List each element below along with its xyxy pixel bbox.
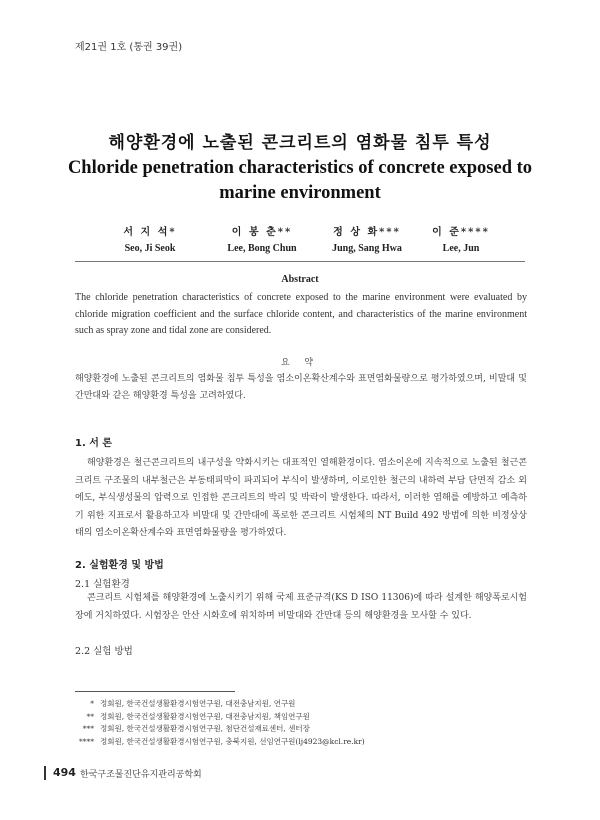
footer-bar: [44, 766, 46, 780]
footnote-3: *** 정회원, 한국건설생활환경시험연구원, 첨단건설재료센터, 센터장: [82, 724, 310, 733]
author-1-english: Seo, Ji Seok: [124, 243, 176, 254]
abstract-body: The chloride penetration characteristics of concrete exposed to the marine environment were evaluated by chloride migration coefficient and the surface chloride content, and characteristics of the marine environment such as spray zone and tidal zone are considered.: [75, 292, 527, 336]
journal-name: 한국구조물진단유지관리공학회: [80, 770, 202, 780]
page-number: 494: [53, 766, 76, 779]
section-1-body: 해양환경은 철근콘크리트의 내구성을 약화시키는 대표적인 열해환경이다. 염소이온에 지속적으로 노출된 철근콘크리트 구조물의 내부철근은 부동태피막이 파괴되어 부식이 발생하며, 이로인한 철근의 내하력 부담 단면적 감소 외에도, 부식생성물의 압력으로 인접한 콘크리트의 박리 및 박락이 발생한다. 따라서, 이러한 염해를 예방하고 예측하기 위한 지표로서 활용하고자 비말대 및 간만대에 폭로한 콘크리트 시험체의 NT Build 492 방법에 의한 비정상상태의 염소이온확산계수와 표면염화물량을 평가하였다.: [75, 458, 527, 538]
author-2: [207, 223, 317, 254]
footnote-4: **** 정회원, 한국건설생활환경시험연구원, 충북지원, 선임연구원(lj4923@kcl.re.kr): [79, 736, 365, 746]
author-3-korean: 정 상 화***: [333, 227, 401, 238]
author-4-korean: 이 준****: [432, 227, 490, 238]
abstract-heading: Abstract: [281, 274, 319, 285]
korean-summary-body: 해양환경에 노출된 콘크리트의 염화물 침투 특성을 염소이온확산계수와 표면염화물량으로 평가하였으며, 비말대 및 간만대와 같은 해양환경 특성을 고려하였다.: [75, 374, 527, 401]
section-2-heading: 2. 실험환경 및 방법: [75, 560, 164, 571]
author-2-korean: 이 봉 춘**: [231, 227, 293, 238]
section-2-1-heading: 2.1 실험환경: [75, 579, 130, 590]
footnote-2: ** 정회원, 한국건설생활환경시험연구원, 대전충남지원, 책임연구원: [86, 711, 310, 721]
footnote-1: * 정회원, 한국건설생활환경시험연구원, 대전충남지원, 연구원: [90, 699, 296, 708]
author-1-korean: 서 지 석*: [123, 227, 177, 238]
author-2-english: Lee, Bong Chun: [227, 243, 297, 254]
author-1: [95, 223, 205, 254]
section-1-heading: 1. 서 론: [75, 438, 113, 449]
author-affiliations: [78, 698, 528, 748]
journal-issue-header: 제21권 1호 (통권 39권): [75, 42, 183, 53]
section-2-1-body: 콘크리트 시험체를 해양환경에 노출시키기 위해 국제 표준규격(KS D ISO 11306)에 따라 설계한 해양폭로시험장에 거치하였다. 시험장은 안산 시화호에 위치하며 비말대와 간만대 등의 해양환경을 모사할 수 있다.: [75, 593, 527, 621]
author-4: [406, 223, 516, 254]
abstract-divider: [75, 261, 525, 262]
title-korean: 해양환경에 노출된 콘크리트의 염화물 침투 특성: [108, 133, 492, 153]
section-2-2-heading: 2.2 실험 방법: [75, 646, 133, 657]
title-english: [60, 156, 540, 206]
title-english-line2: marine environment: [219, 183, 381, 203]
korean-summary-heading: 요 약: [280, 358, 320, 368]
footnote-divider: [75, 691, 235, 692]
author-4-english: Lee, Jun: [442, 243, 480, 254]
author-3-english: Jung, Sang Hwa: [332, 243, 402, 254]
title-english-line1: Chloride penetration characteristics of concrete exposed to: [67, 158, 533, 178]
author-list: [0, 223, 600, 257]
